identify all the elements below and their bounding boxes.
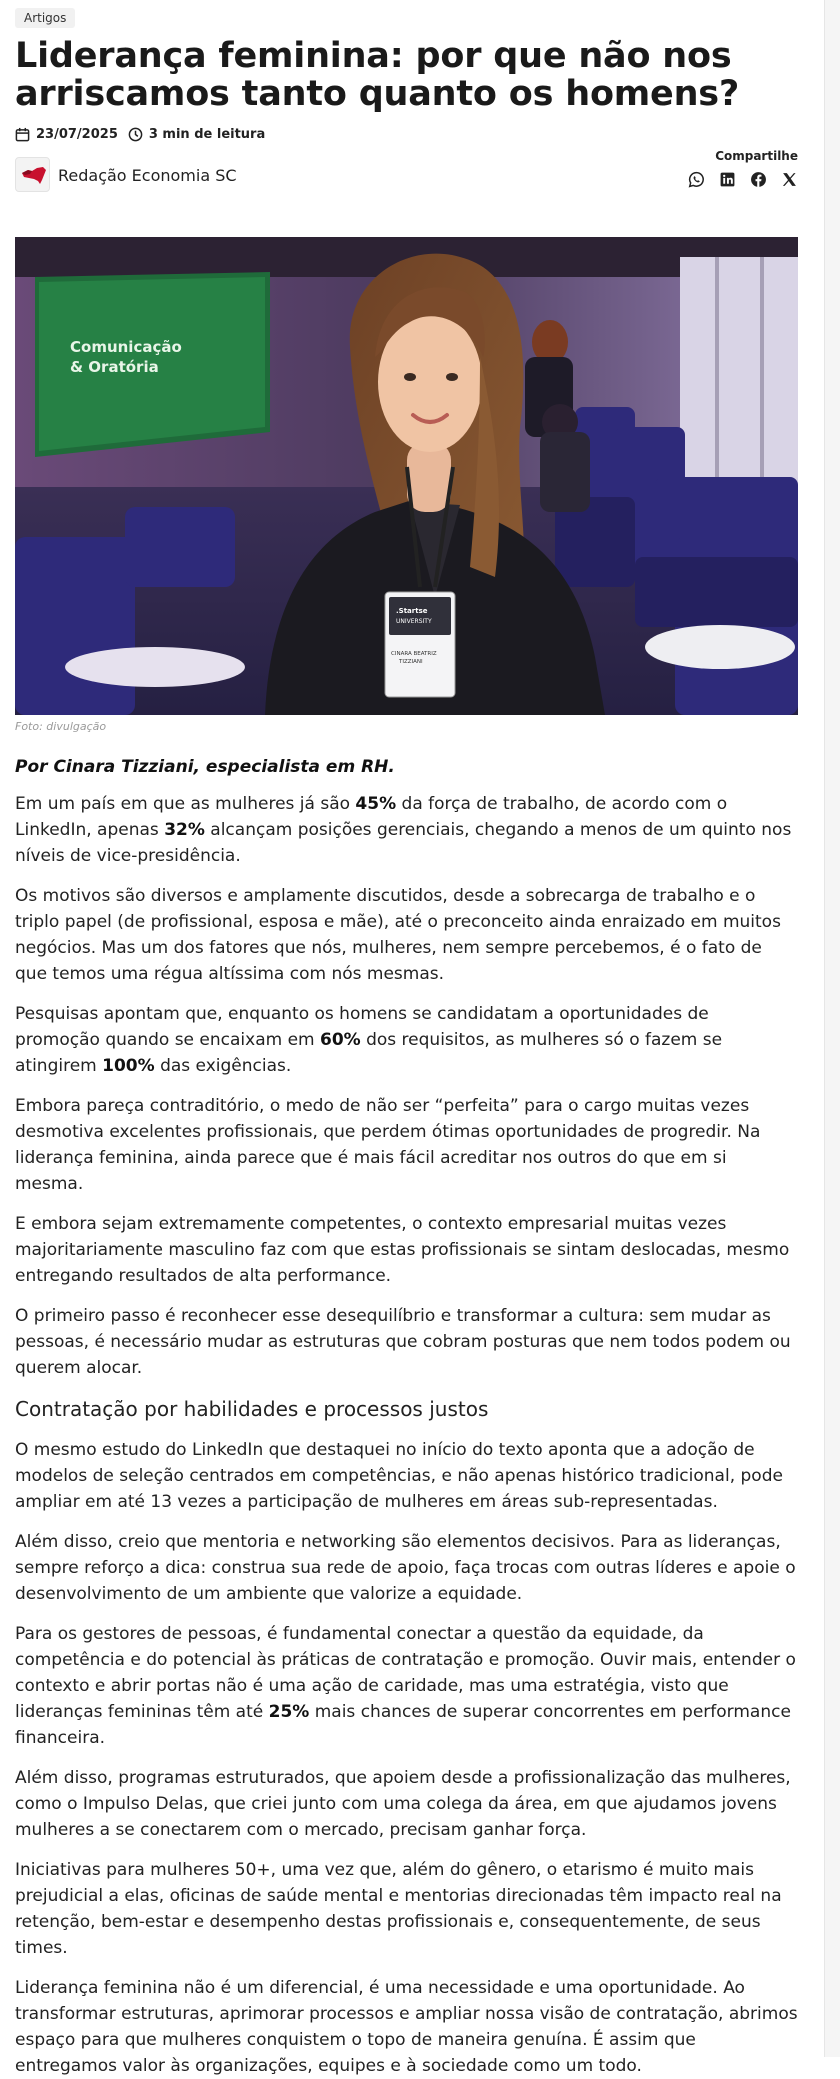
article-paragraph [15, 1001, 798, 1079]
highlighted-figure: 32% [164, 820, 205, 840]
linkedin-icon[interactable] [719, 171, 736, 188]
paragraph-text: O mesmo estudo do LinkedIn que destaquei no início do texto aponta que a adoção de modelos de seleção centrados em competências, e não apenas histórico tradicional, pode ampliar em até 13 vezes a participação de mulheres em áreas sub-representadas. [15, 1440, 783, 1512]
calendar-icon [15, 127, 30, 142]
highlighted-figure: 60% [320, 1030, 361, 1050]
paragraph-text: Liderança feminina não é um diferencial, é uma necessidade e uma oportunidade. Ao transformar estruturas, aprimorar processos e ampliar nossa visão de contratação, abrimos espaço para que mulheres conquistem o topo de maneira genuína. É assim que entregamos valor às organizações, equipes e à sociedade como um todo. [15, 1978, 798, 2076]
x-icon[interactable] [781, 171, 798, 188]
article-paragraph [15, 1621, 798, 1751]
article-paragraph [15, 1303, 798, 1381]
paragraph-text: O primeiro passo é reconhecer esse desequilíbrio e transformar a cultura: sem mudar as pessoas, é necessário mudar as estruturas que cobram posturas que nem todos podem ou querem alocar. [15, 1306, 791, 1378]
article-paragraph [15, 883, 798, 987]
read-time-info [128, 127, 265, 142]
paragraph-text: das exigências. [154, 1056, 292, 1076]
share-icons [678, 171, 798, 188]
paragraph-text: Pesquisas apontam que, enquanto os homens se candidatam a oportunidades de promoção quando se encaixam em [15, 1004, 709, 1050]
date-info [15, 127, 118, 142]
paragraph-text: Além disso, programas estruturados, que apoiem desde a profissionalização das mulheres, como o Impulso Delas, que criei junto com uma colega da área, em que ajudamos jovens mulheres a se conectarem com o mercado, precisam ganhar força. [15, 1768, 791, 1840]
paragraph-text: Para os gestores de pessoas, é fundamental conectar a questão da equidade, da competência e do potencial às práticas de contratação e promoção. Ouvir mais, entender o contexto e abrir portas não é uma ação de caridade, mas uma estratégia, visto que lideranças femininas têm até [15, 1624, 796, 1722]
clock-icon [128, 127, 143, 142]
author-row [15, 149, 798, 197]
paragraph-text: E embora sejam extremamente competentes, o contexto empresarial muitas vezes majoritariamente masculino faz com que estas profissionais se sintam deslocadas, mesmo entregando resultados de alta performance. [15, 1214, 790, 1286]
whatsapp-icon[interactable] [688, 171, 705, 188]
article-paragraph [15, 1765, 798, 1843]
article-paragraph [15, 1437, 798, 1515]
photo-caption: Foto: divulgação [15, 720, 107, 733]
paragraph-text: alcançam posições gerenciais, chegando a menos de um quinto nos níveis de vice-presidência. [15, 820, 792, 866]
article-body-part2 [15, 1437, 798, 2079]
badge-name-line1: CINARA BEATRIZ [391, 651, 437, 657]
article-paragraph [15, 1529, 798, 1607]
highlighted-figure: 100% [102, 1056, 155, 1076]
paragraph-text: Além disso, creio que mentoria e networking são elementos decisivos. Para as lideranças, sempre reforço a dica: construa sua rede de apoio, faça trocas com outras líderes e apoie o desenvolvimento de um ambiente que valorize a equidade. [15, 1532, 796, 1604]
screen-text-2: & Oratória [70, 358, 159, 376]
paragraph-text: da força de trabalho, de acordo com o LinkedIn, apenas [15, 794, 728, 840]
category-tag[interactable]: Artigos [15, 8, 75, 28]
badge-name-line2: TIZZIANI [399, 659, 423, 665]
santa-catarina-logo-icon [16, 158, 51, 193]
paragraph-text: Os motivos são diversos e amplamente discutidos, desde a sobrecarga de trabalho e o triplo papel (de profissional, esposa e mãe), até o preconceito ainda enraizado em muitos negócios. Mas um dos fatores que nós, mulheres, nem sempre percebemos, é o fato de que temos uma régua altíssima com nós mesmas. [15, 886, 781, 984]
badge-line2: UNIVERSITY [396, 618, 432, 625]
paragraph-text: mais chances de superar concorrentes em performance financeira. [15, 1702, 791, 1748]
article-paragraph [15, 1975, 798, 2079]
author-avatar[interactable] [15, 157, 50, 192]
article-paragraph [15, 1093, 798, 1197]
article-subheading: Contratação por habilidades e processos justos [15, 1397, 489, 1421]
article-meta [15, 127, 798, 142]
share-label: Compartilhe [715, 149, 798, 163]
highlighted-figure: 45% [355, 794, 397, 814]
paragraph-text: Em um país em que as mulheres já são [15, 794, 356, 814]
article-byline: Por Cinara Tizziani, especialista em RH. [15, 757, 395, 777]
article-paragraph [15, 791, 798, 869]
article-photo [15, 237, 798, 715]
article-container [15, 0, 798, 2079]
paragraph-text: dos requisitos, as mulheres só o fazem se atingirem [15, 1030, 723, 1076]
highlighted-figure: 25% [268, 1702, 310, 1722]
article-body-part1 [15, 791, 798, 1381]
article-title: Liderança feminina: por que não nos arriscamos tanto quanto os homens? [15, 36, 740, 114]
share-box [678, 149, 798, 188]
paragraph-text: Iniciativas para mulheres 50+, uma vez que, além do gênero, o etarismo é muito mais prejudicial a elas, oficinas de saúde mental e mentorias direcionadas têm impacto real na retenção, bem-estar e desempenho destas profissionais e, consequentemente, de seus times. [15, 1860, 782, 1958]
publish-date: 23/07/2025 [36, 127, 118, 142]
page-scrollbar[interactable] [824, 0, 840, 2057]
author-name[interactable]: Redação Economia SC [58, 166, 237, 185]
screen-text-1: Comunicação [70, 338, 182, 356]
article-paragraph [15, 1211, 798, 1289]
badge-line1: .Startse [396, 607, 428, 615]
article-paragraph [15, 1857, 798, 1961]
facebook-icon[interactable] [750, 171, 767, 188]
read-time: 3 min de leitura [148, 127, 266, 142]
paragraph-text: Embora pareça contraditório, o medo de não ser “perfeita” para o cargo muitas vezes desmotiva excelentes profissionais, que perdem ótimas oportunidades de progredir. Na liderança feminina, ainda parece que é mais fácil acreditar nos outros do que em si mesma. [15, 1096, 761, 1194]
